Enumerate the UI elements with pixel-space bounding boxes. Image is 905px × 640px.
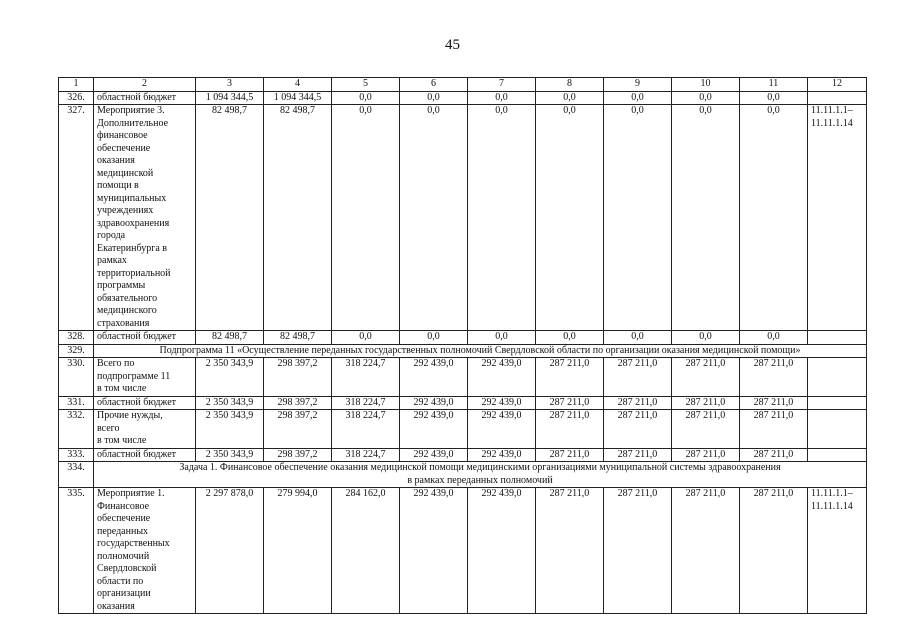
row-name: Мероприятие 3. Дополнительное финансовое обеспечение оказания медицинской помощи в муниципальных учреждениях здравоохранения города Екатеринбурга в рамках территориальной программы обязательного медицинского страхования bbox=[94, 105, 196, 331]
row-number: 329. bbox=[59, 344, 94, 358]
amount-cell: 292 439,0 bbox=[468, 448, 536, 462]
row-number: 328. bbox=[59, 331, 94, 345]
amount-cell: 0,0 bbox=[672, 331, 740, 345]
row-number: 326. bbox=[59, 91, 94, 105]
amount-cell: 287 211,0 bbox=[740, 358, 808, 397]
amount-cell: 0,0 bbox=[604, 91, 672, 105]
target-code: 11.11.1.1– 11.11.1.14 bbox=[808, 105, 867, 331]
section-row bbox=[59, 344, 867, 358]
amount-cell: 292 439,0 bbox=[468, 396, 536, 410]
amount-cell: 284 162,0 bbox=[332, 488, 400, 614]
column-header: 12 bbox=[808, 78, 867, 92]
amount-cell: 318 224,7 bbox=[332, 410, 400, 449]
table-row bbox=[59, 396, 867, 410]
section-title: Подпрограмма 11 «Осуществление переданных государственных полномочий Свердловской области по организации оказания медицинской помощи» bbox=[94, 344, 867, 358]
amount-cell: 292 439,0 bbox=[468, 410, 536, 449]
row-number: 330. bbox=[59, 358, 94, 397]
amount-cell: 292 439,0 bbox=[400, 410, 468, 449]
amount-cell: 292 439,0 bbox=[400, 488, 468, 614]
amount-cell: 0,0 bbox=[468, 331, 536, 345]
amount-cell: 2 350 343,9 bbox=[196, 410, 264, 449]
amount-cell: 82 498,7 bbox=[264, 331, 332, 345]
amount-cell: 287 211,0 bbox=[604, 488, 672, 614]
row-name: Мероприятие 1. Финансовое обеспечение переданных государственных полномочий Свердловской области по организации оказания bbox=[94, 488, 196, 614]
amount-cell: 298 397,2 bbox=[264, 358, 332, 397]
column-header-row bbox=[59, 78, 867, 92]
row-name: областной бюджет bbox=[94, 448, 196, 462]
amount-cell: 318 224,7 bbox=[332, 448, 400, 462]
amount-cell: 2 350 343,9 bbox=[196, 358, 264, 397]
row-number: 327. bbox=[59, 105, 94, 331]
amount-cell: 287 211,0 bbox=[604, 448, 672, 462]
amount-cell: 2 350 343,9 bbox=[196, 448, 264, 462]
amount-cell: 287 211,0 bbox=[740, 396, 808, 410]
amount-cell: 287 211,0 bbox=[672, 410, 740, 449]
table-row bbox=[59, 91, 867, 105]
section-title: Задача 1. Финансовое обеспечение оказания медицинской помощи медицинскими организациями муниципальной системы здравоохранения в рамках переданных полномочий bbox=[94, 462, 867, 488]
amount-cell: 0,0 bbox=[400, 331, 468, 345]
amount-cell: 0,0 bbox=[400, 105, 468, 331]
amount-cell: 287 211,0 bbox=[672, 358, 740, 397]
amount-cell: 318 224,7 bbox=[332, 396, 400, 410]
row-number: 332. bbox=[59, 410, 94, 449]
amount-cell: 0,0 bbox=[536, 105, 604, 331]
amount-cell: 1 094 344,5 bbox=[264, 91, 332, 105]
amount-cell: 0,0 bbox=[536, 91, 604, 105]
column-header: 5 bbox=[332, 78, 400, 92]
amount-cell: 287 211,0 bbox=[672, 488, 740, 614]
amount-cell: 0,0 bbox=[604, 105, 672, 331]
amount-cell: 287 211,0 bbox=[536, 410, 604, 449]
target-code: 11.11.1.1– 11.11.1.14 bbox=[808, 488, 867, 614]
amount-cell: 0,0 bbox=[332, 105, 400, 331]
column-header: 1 bbox=[59, 78, 94, 92]
target-code bbox=[808, 448, 867, 462]
amount-cell: 298 397,2 bbox=[264, 448, 332, 462]
amount-cell: 279 994,0 bbox=[264, 488, 332, 614]
row-name: Всего по подпрограмме 11 в том числе bbox=[94, 358, 196, 397]
column-header: 9 bbox=[604, 78, 672, 92]
row-number: 334. bbox=[59, 462, 94, 488]
column-header: 7 bbox=[468, 78, 536, 92]
page-number: 45 bbox=[445, 37, 460, 53]
table-row bbox=[59, 105, 867, 331]
target-code bbox=[808, 410, 867, 449]
amount-cell: 292 439,0 bbox=[400, 396, 468, 410]
row-number: 331. bbox=[59, 396, 94, 410]
amount-cell: 0,0 bbox=[332, 331, 400, 345]
amount-cell: 82 498,7 bbox=[196, 105, 264, 331]
column-header: 6 bbox=[400, 78, 468, 92]
amount-cell: 0,0 bbox=[740, 91, 808, 105]
target-code bbox=[808, 91, 867, 105]
amount-cell: 0,0 bbox=[740, 105, 808, 331]
table-row bbox=[59, 488, 867, 614]
amount-cell: 2 297 878,0 bbox=[196, 488, 264, 614]
amount-cell: 287 211,0 bbox=[604, 358, 672, 397]
column-header: 2 bbox=[94, 78, 196, 92]
row-number: 333. bbox=[59, 448, 94, 462]
amount-cell: 292 439,0 bbox=[468, 488, 536, 614]
amount-cell: 0,0 bbox=[672, 91, 740, 105]
amount-cell: 0,0 bbox=[536, 331, 604, 345]
amount-cell: 287 211,0 bbox=[536, 396, 604, 410]
amount-cell: 287 211,0 bbox=[672, 396, 740, 410]
amount-cell: 82 498,7 bbox=[196, 331, 264, 345]
amount-cell: 0,0 bbox=[468, 91, 536, 105]
table-row bbox=[59, 331, 867, 345]
amount-cell: 287 211,0 bbox=[740, 448, 808, 462]
amount-cell: 287 211,0 bbox=[740, 410, 808, 449]
table-row bbox=[59, 358, 867, 397]
row-number: 335. bbox=[59, 488, 94, 614]
budget-table bbox=[58, 77, 867, 614]
amount-cell: 287 211,0 bbox=[740, 488, 808, 614]
row-name: Прочие нужды, всего в том числе bbox=[94, 410, 196, 449]
column-header: 8 bbox=[536, 78, 604, 92]
target-code bbox=[808, 331, 867, 345]
target-code bbox=[808, 396, 867, 410]
amount-cell: 287 211,0 bbox=[604, 410, 672, 449]
row-name: областной бюджет bbox=[94, 331, 196, 345]
row-name: областной бюджет bbox=[94, 396, 196, 410]
amount-cell: 287 211,0 bbox=[536, 358, 604, 397]
table-row bbox=[59, 448, 867, 462]
section-row bbox=[59, 462, 867, 488]
table-row bbox=[59, 410, 867, 449]
column-header: 11 bbox=[740, 78, 808, 92]
amount-cell: 292 439,0 bbox=[468, 358, 536, 397]
amount-cell: 287 211,0 bbox=[536, 488, 604, 614]
column-header: 4 bbox=[264, 78, 332, 92]
column-header: 10 bbox=[672, 78, 740, 92]
amount-cell: 287 211,0 bbox=[604, 396, 672, 410]
amount-cell: 1 094 344,5 bbox=[196, 91, 264, 105]
amount-cell: 0,0 bbox=[468, 105, 536, 331]
amount-cell: 2 350 343,9 bbox=[196, 396, 264, 410]
amount-cell: 292 439,0 bbox=[400, 448, 468, 462]
column-header: 3 bbox=[196, 78, 264, 92]
amount-cell: 292 439,0 bbox=[400, 358, 468, 397]
amount-cell: 287 211,0 bbox=[672, 448, 740, 462]
amount-cell: 0,0 bbox=[604, 331, 672, 345]
target-code bbox=[808, 358, 867, 397]
amount-cell: 287 211,0 bbox=[536, 448, 604, 462]
amount-cell: 0,0 bbox=[672, 105, 740, 331]
amount-cell: 318 224,7 bbox=[332, 358, 400, 397]
amount-cell: 82 498,7 bbox=[264, 105, 332, 331]
amount-cell: 298 397,2 bbox=[264, 410, 332, 449]
amount-cell: 0,0 bbox=[740, 331, 808, 345]
amount-cell: 298 397,2 bbox=[264, 396, 332, 410]
amount-cell: 0,0 bbox=[332, 91, 400, 105]
amount-cell: 0,0 bbox=[400, 91, 468, 105]
row-name: областной бюджет bbox=[94, 91, 196, 105]
